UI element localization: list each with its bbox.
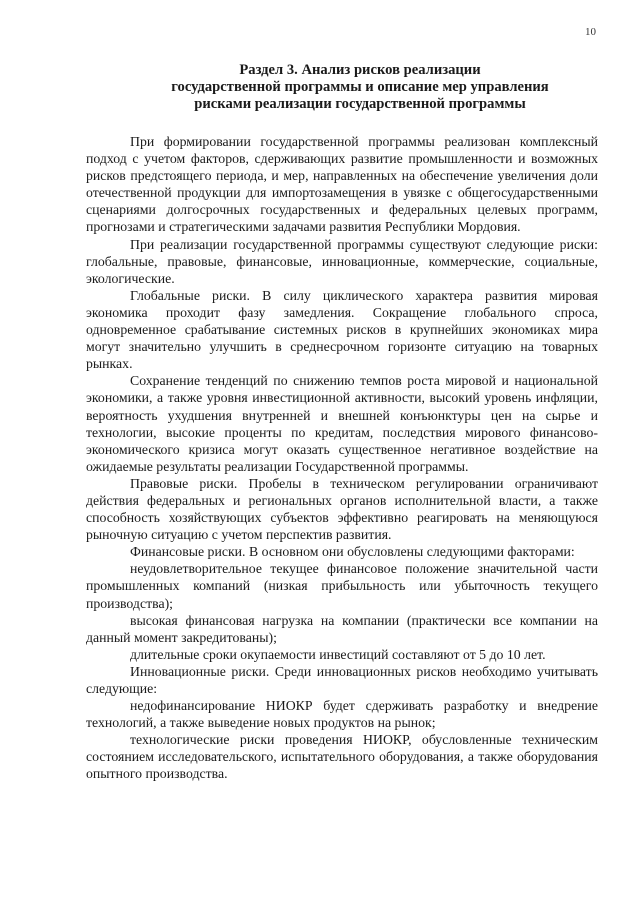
paragraph: Правовые риски. Пробелы в техническом регулировании ограничивают действия федеральных и региональных органов исполнительной власти, а также способность хозяйствующих субъектов эффективно реагировать на меняющуюся рыночную ситуацию с учетом перспектив развития.: [86, 475, 598, 543]
page-number: 10: [585, 26, 596, 38]
list-item: высокая финансовая нагрузка на компании (практически все компании на данный момент закредитованы);: [86, 612, 598, 645]
list-item: неудовлетворительное текущее финансовое положение значительной части промышленных компаний (низкая прибыльность или убыточность текущего производства);: [86, 561, 598, 611]
paragraph: При формировании государственной программы реализован комплексный подход с учетом факторов, сдерживающих развитие промышленности и возможных рисков предстоящего периода, и мер, направленных на обеспечение увеличения доли отечественной продукции для импортозамещения в увязке с общегосударственными сценариями долгосрочных государственных и федеральных целевых программ, прогнозами и стратегическими задачами развития Республики Мордовия.: [86, 134, 598, 235]
list-item: длительные сроки окупаемости инвестиций составляют от 5 до 10 лет.: [130, 646, 546, 662]
paragraph: Глобальные риски. В силу циклического характера развития мировая экономика проходит фазу замедления. Сокращение глобального спроса, одновременное срабатывание системных рисков в крупнейших экономиках мира могут значительно улучшить в среднесрочном горизонте ситуацию на товарных рынках.: [86, 287, 598, 372]
paragraph: Инновационные риски. Среди инновационных рисков необходимо учитывать следующие:: [86, 663, 598, 696]
section-title-line: Раздел 3. Анализ рисков реализации: [239, 62, 481, 78]
paragraph: Финансовые риски. В основном они обусловлены следующими факторами:: [130, 544, 575, 560]
list-item: недофинансирование НИОКР будет сдерживать разработку и внедрение технологий, а также выведение новых продуктов на рынок;: [86, 698, 598, 731]
list-item: технологические риски проведения НИОКР, обусловленные техническим состоянием исследовательского, испытательного оборудования, а также оборудования опытного производства.: [86, 732, 598, 782]
document-body: [86, 133, 598, 783]
section-title-line: рисками реализации государственной программы: [194, 96, 526, 112]
section-title-line: государственной программы и описание мер управления: [171, 79, 549, 95]
section-heading: [100, 62, 620, 113]
paragraph: Сохранение тенденций по снижению темпов роста мировой и национальной экономики, а также уровня инвестиционной активности, высокий уровень инфляции, вероятность ухудшения внутренней и внешней конъюнктуры цен на сырье и технологии, высокие проценты по кредитам, последствия мирового финансово-экономического кризиса могут оказать существенное негативное воздействие на ожидаемые результаты реализации Государственной программы.: [86, 373, 598, 474]
paragraph: При реализации государственной программы существуют следующие риски: глобальные, правовые, финансовые, инновационные, коммерческие, социальные, экологические.: [86, 236, 598, 286]
